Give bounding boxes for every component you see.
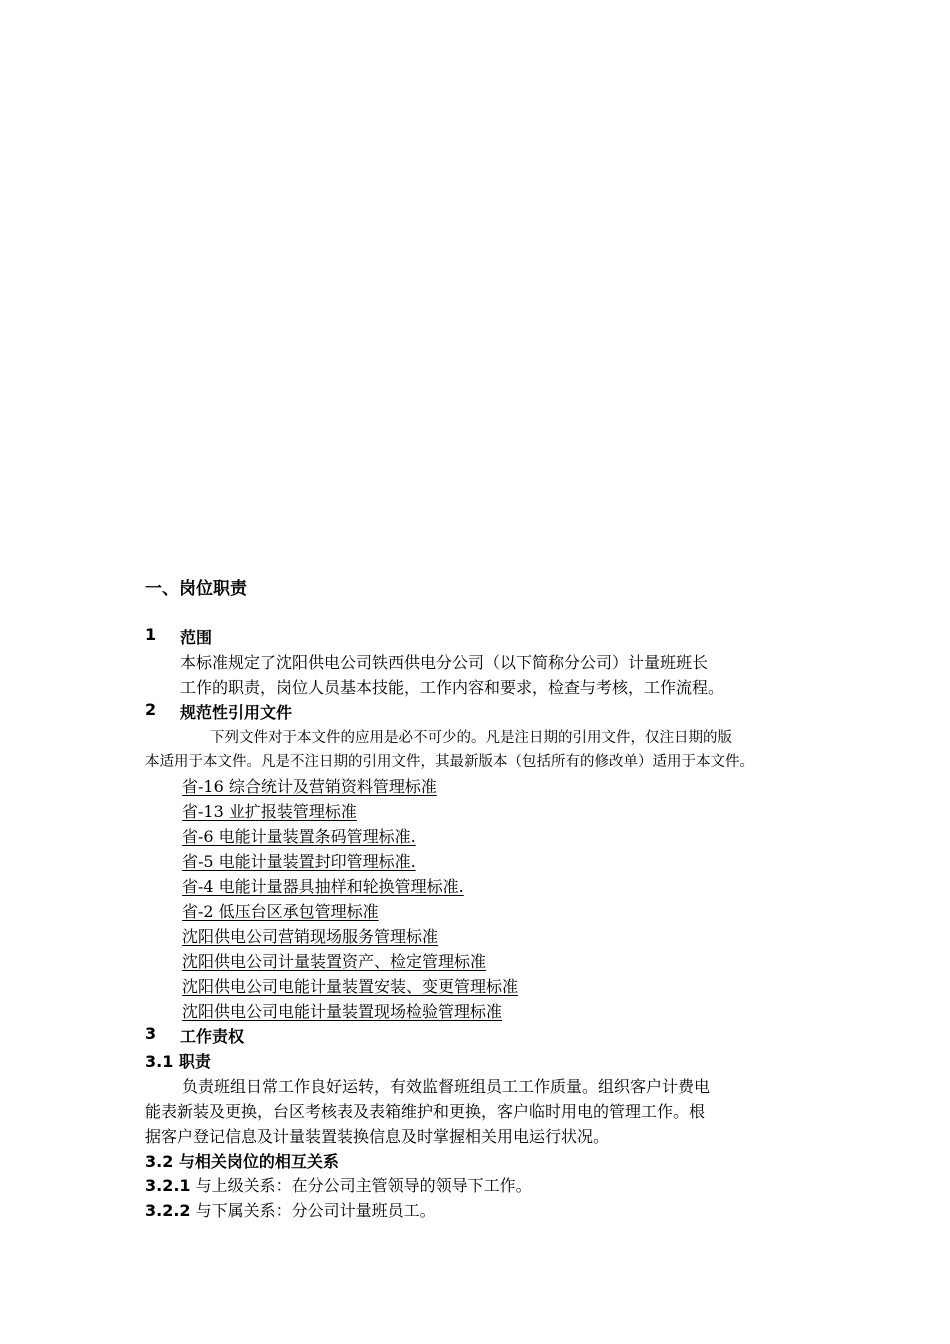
reference-item: 省-5 电能计量装置封印管理标准. — [182, 852, 416, 871]
relation-number: 3.2.2 — [145, 1201, 191, 1220]
duty-line-3: 据客户登记信息及计量装置装换信息及时掌握相关用电运行状况。 — [145, 1127, 610, 1146]
section-3-title: 工作责权 — [180, 1027, 245, 1046]
relation-item-2 — [145, 1198, 436, 1221]
reference-item: 省-6 电能计量装置条码管理标准. — [182, 827, 416, 846]
section-1-number: 1 — [145, 625, 157, 644]
relation-text: 与上级关系：在分公司主管领导的领导下工作。 — [195, 1176, 532, 1195]
reference-item: 省-2 低压台区承包管理标准 — [182, 902, 379, 921]
reference-item: 沈阳供电公司营销现场服务管理标准 — [182, 927, 439, 946]
chapter-title: 一、岗位职责 — [145, 579, 247, 599]
reference-item: 沈阳供电公司计量装置资产、检定管理标准 — [182, 952, 487, 971]
reference-item: 沈阳供电公司电能计量装置现场检验管理标准 — [182, 1002, 503, 1021]
duty-title: 3.1 职责 — [145, 1052, 211, 1071]
relation-item-1 — [145, 1173, 532, 1196]
section-1-title: 范围 — [180, 628, 213, 647]
scope-line-1: 本标准规定了沈阳供电公司铁西供电分公司（以下简称分公司）计量班班长 — [180, 653, 709, 672]
reference-item: 省-4 电能计量器具抽样和轮换管理标准. — [182, 877, 464, 896]
refs-intro-line-1: 下列文件对于本文件的应用是必不可少的。凡是注日期的引用文件，仅注日期的版 — [210, 730, 732, 746]
refs-intro-line-2: 本适用于本文件。凡是不注日期的引用文件，其最新版本（包括所有的修改单）适用于本文件。 — [145, 754, 754, 770]
section-2-title: 规范性引用文件 — [180, 703, 293, 722]
relations-title: 3.2 与相关岗位的相互关系 — [145, 1152, 339, 1171]
section-3-number: 3 — [145, 1024, 157, 1043]
relation-number: 3.2.1 — [145, 1176, 191, 1195]
reference-item: 省-16 综合统计及营销资料管理标准 — [182, 777, 437, 796]
scope-line-2: 工作的职责，岗位人员基本技能，工作内容和要求，检查与考核，工作流程。 — [180, 678, 725, 697]
reference-item: 省-13 业扩报装管理标准 — [182, 802, 357, 821]
reference-item: 沈阳供电公司电能计量装置安装、变更管理标准 — [182, 977, 519, 996]
duty-line-1: 负责班组日常工作良好运转，有效监督班组员工工作质量。组织客户计费电 — [182, 1077, 711, 1096]
duty-line-2: 能表新装及更换，台区考核表及表箱维护和更换，客户临时用电的管理工作。根 — [145, 1102, 706, 1121]
relation-text: 与下属关系：分公司计量班员工。 — [195, 1201, 436, 1220]
section-2-number: 2 — [145, 700, 157, 719]
